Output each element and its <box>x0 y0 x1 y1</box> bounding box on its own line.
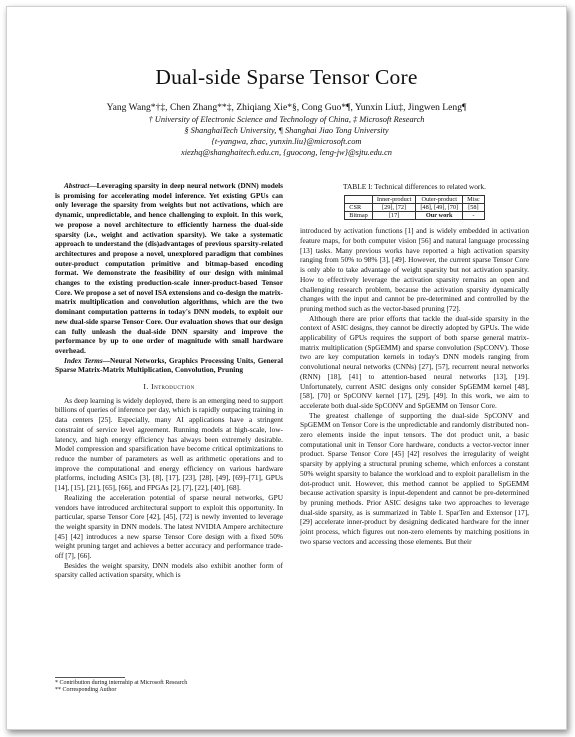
abstract-text: —Leveraging sparsity in deep neural network (DNN) models is promising for accelerating model inference. Yet existing GPUs can only leverage the sparsity from weights but not activations, which are dynamic, unpredictable, and hence challenging to exploit. In this work, we propose a novel architecture to efficiently harness the dual-side sparsity (i.e., weight and activation sparsity). We take a systematic approach to understand the (dis)advantages of previous sparsity-related architectures and propose a novel, unexplored paradigm that combines outer-product computation primitive and bitmap-based encoding format. We demonstrate the feasibility of our design with minimal changes to the existing production-scale inner-product-based Tensor Core. We propose a set of novel ISA extensions and co-design the matrix-matrix multiplication and convolution algorithms, which are the two dominant computation patterns in today's DNN models, to exploit our new dual-side sparse Tensor Core. Our evaluation shows that our design can fully unleash the dual-side DNN sparsity and improve the performance by up to one order of magnitude with small hardware overhead. <box>55 181 283 355</box>
footnote: * Contribution during internship at Microsoft Research <box>55 680 188 686</box>
index-terms-text: —Neural Networks, Graphics Processing Units, General Sparse Matrix-Matrix Multiplication, Convolution, Pruning <box>55 355 283 375</box>
table-header-cell <box>345 195 373 203</box>
table-cell: [17] <box>372 212 416 220</box>
body-paragraph: Besides the weight sparsity, DNN models also exhibit another form of sparsity called activation sparsity, which is <box>55 560 283 580</box>
table-row <box>345 212 484 220</box>
footnote-rule <box>55 677 125 678</box>
comparison-table <box>344 195 484 221</box>
body-paragraph: Realizing the acceleration potential of sparse neural networks, GPU vendors have introduced architectural support to exploit this opportunity. In particular, sparse Tensor Core [42], [45], [72] is newly invented to leverage the weight sparsity in DNN models. The latest NVIDIA Ampere architecture [45] [42] introduces a new sparse Tensor Core design with a fixed 50% weight pruning target and achieves a better accuracy and performance trade-off [7], [66]. <box>55 492 283 561</box>
table-header-cell: Inner-product <box>372 195 416 203</box>
author-list: Yang Wang*†‡, Chen Zhang**‡, Zhiqiang Xie*§, Cong Guo*¶, Yunxin Liu‡, Jingwen Leng¶ <box>106 102 467 113</box>
affiliation-line: † University of Electronic Science and Technology of China, ‡ Microsoft Research <box>148 115 425 124</box>
table-cell-highlight: Our work <box>416 212 463 220</box>
table-cell: CSR <box>345 203 373 211</box>
table-header-row <box>345 195 484 203</box>
table-header-cell: Outer-product <box>416 195 463 203</box>
affiliation-email: xiezhq@shanghaitech.edu.cn, {guocong, leng-jw}@sjtu.edu.cn <box>181 148 392 157</box>
section-heading: I. Introduction <box>143 382 195 392</box>
table-row <box>345 203 484 211</box>
body-paragraph: The greatest challenge of supporting the dual-side SpCONV and SpGEMM on Tensor Core is the unpredictable and randomly distributed non-zero elements inside the input tensors. The dot product unit, a basic computational unit in Tensor Core hardware, conducts a vector-vector inner product. Sparse Tensor Core [45] [42] resolves the irregularity of weight sparsity by applying a structural pruning scheme, which enforces a constant 50% weight sparsity to balance the workload and to exploit parallelism in the dot-product unit. However, this method cannot be applied to SpGEMM because activation sparsity is input-dependent and cannot be pre-determined by pruning methods. Prior ASIC designs take two approaches to leverage dual-side sparsity, as is summarized in Table I. SparTen and Extensor [17], [29] accelerate inner-product by designing dedicated hardware for the inner joint process, which figures out non-zero elements by matching positions in two sparse vectors and accessing those elements. But their <box>300 410 529 546</box>
paper-page <box>6 6 567 730</box>
paper-title: Dual-side Sparse Tensor Core <box>155 65 418 89</box>
table-cell: [29], [72] <box>372 203 416 211</box>
abstract <box>55 181 283 356</box>
body-paragraph: Although there are prior efforts that tackle the dual-side sparsity in the context of ASIC designs, they cannot be directly adopted by GPUs. The wide applicability of GPUs requires the support of both sparse general matrix-matrix multiplication (SpGEMM) and sparse convolution (SpCONV). Those two are key computation kernels in today's DNN models ranging from convolutional neural networks (CNNs) [27], [57], recurrent neural networks (RNN) [18], [41] to attention-based neural networks [13], [19]. Unfortunately, current ASIC designs only consider SpGEMM kernel [48], [58], [70] or SpCONV kernel [17], [29], [49]. In this work, we aim to accelerate both dual-side SpCONV and SpGEMM on Tensor Core. <box>300 313 529 410</box>
table-header-cell: Misc <box>463 195 485 203</box>
abstract-label: Abstract <box>64 181 90 190</box>
footnote: ** Corresponding Author <box>55 687 117 694</box>
table-cell: Bitmap <box>345 212 373 220</box>
table-cell: [58] <box>463 203 485 211</box>
table-cell: - <box>463 212 485 220</box>
affiliation-email: {t-yangwa, zhac, yunxin.liu}@microsoft.com <box>211 137 362 146</box>
table-cell: [48], [49], [70] <box>416 203 463 211</box>
index-terms-label: Index Terms <box>64 355 103 365</box>
body-paragraph: introduced by activation functions [1] and is widely embedded in activation feature maps, for both computer vision [56] and natural language processing [13] tasks. Many previous works have reported a high activation sparsity ranging from 50% to 98% [3], [49]. However, the current sparse Tensor Core is only able to take advantage of weight sparsity but not activation sparsity. How to effectively leverage the activation sparsity remains an open and challenging research problem, because the activation sparsity dynamically changes with the input and cannot be pre-determined and controlled by the pruning method such as the vector-based pruning [72]. <box>300 226 529 313</box>
right-column <box>300 182 529 547</box>
affiliation-line: § ShanghaiTech University, ¶ Shanghai Jiao Tong University <box>184 126 389 135</box>
index-terms <box>55 356 283 375</box>
left-column <box>55 181 283 580</box>
table-caption: TABLE I: Technical differences to related work. <box>343 182 486 191</box>
footnotes <box>55 677 283 695</box>
body-paragraph: As deep learning is widely deployed, there is an emerging need to support billions of queries of inference per day, which is rapidly outpacing training in data centers [25]. Especially, many AI applications have a stringent constraint of service level agreement. Running models at high-scale, low-latency, and high energy efficiency has always been extremely desirable. Model compression and sparsification have become critical optimizations to reduce the number of parameters as well as arithmetic operations and to improve the computational and energy efficiency on various hardware platforms, including ASICs [3], [8], [17], [23], [28], [49], [69]–[71], GPUs [14], [15], [21], [65], [66], and FPGAs [2], [7], [22], [40], [68]. <box>55 395 283 493</box>
